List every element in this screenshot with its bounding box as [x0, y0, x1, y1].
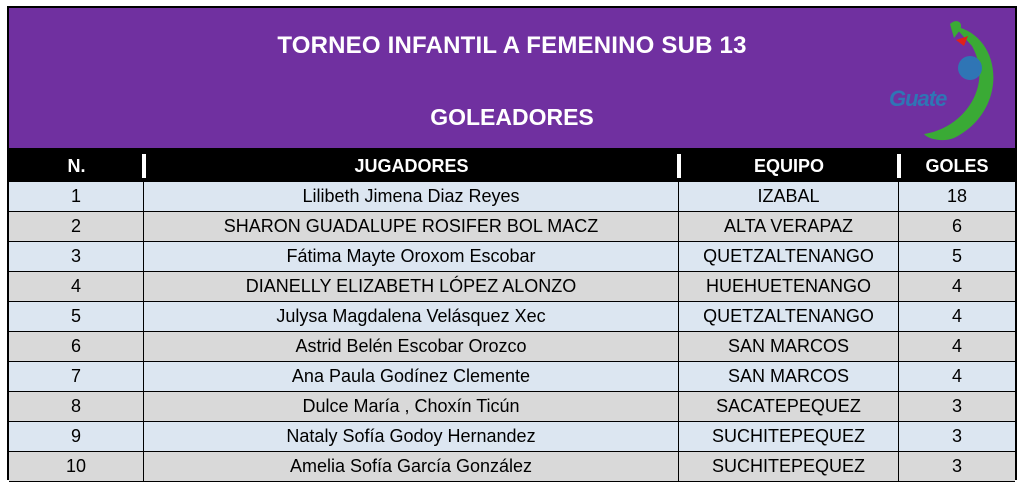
cell-player: Nataly Sofía Godoy Hernandez	[144, 422, 679, 452]
cell-player: Julysa Magdalena Velásquez Xec	[144, 302, 679, 332]
cell-team: QUETZALTENANGO	[679, 302, 899, 332]
cell-number: 2	[9, 212, 144, 242]
table-header	[9, 150, 1015, 182]
cell-goals: 4	[899, 302, 1015, 332]
table-row	[9, 212, 1015, 242]
cell-number: 6	[9, 332, 144, 362]
cell-number: 10	[9, 452, 144, 482]
cell-player: SHARON GUADALUPE ROSIFER BOL MACZ	[144, 212, 679, 242]
cell-number: 3	[9, 242, 144, 272]
cell-goals: 3	[899, 452, 1015, 482]
column-header-players: JUGADORES	[354, 155, 469, 176]
cell-team: SUCHITEPEQUEZ	[679, 422, 899, 452]
page-subtitle: GOLEADORES	[430, 104, 594, 130]
federation-logo	[884, 16, 1009, 144]
table-row	[9, 302, 1015, 332]
cell-goals: 3	[899, 392, 1015, 422]
cell-goals: 4	[899, 332, 1015, 362]
cell-player: Ana Paula Godínez Clemente	[144, 362, 679, 392]
cell-goals: 3	[899, 422, 1015, 452]
cell-player: Fátima Mayte Oroxom Escobar	[144, 242, 679, 272]
cell-team: IZABAL	[679, 182, 899, 212]
cell-team: SUCHITEPEQUEZ	[679, 452, 899, 482]
cell-goals: 4	[899, 362, 1015, 392]
cell-team: SAN MARCOS	[679, 362, 899, 392]
table-row	[9, 182, 1015, 212]
header-separator	[142, 154, 146, 178]
cell-goals: 5	[899, 242, 1015, 272]
cell-team: QUETZALTENANGO	[679, 242, 899, 272]
table-row	[9, 332, 1015, 362]
column-header-goals: GOLES	[925, 155, 989, 176]
cell-team: SAN MARCOS	[679, 332, 899, 362]
cell-number: 9	[9, 422, 144, 452]
cell-goals: 4	[899, 272, 1015, 302]
page-title: TORNEO INFANTIL A FEMENINO SUB 13	[277, 32, 747, 59]
logo-wordmark: Guate	[889, 86, 947, 111]
cell-player: Dulce María , Choxín Ticún	[144, 392, 679, 422]
table-row	[9, 392, 1015, 422]
table-row	[9, 242, 1015, 272]
cell-team: ALTA VERAPAZ	[679, 212, 899, 242]
table-row	[9, 422, 1015, 452]
table-row	[9, 362, 1015, 392]
column-header-team: EQUIPO	[753, 155, 824, 176]
header-separator	[897, 154, 901, 178]
cell-team: SACATEPEQUEZ	[679, 392, 899, 422]
cell-player: Astrid Belén Escobar Orozco	[144, 332, 679, 362]
cell-goals: 6	[899, 212, 1015, 242]
column-header-number: N.	[67, 155, 86, 176]
cell-goals: 18	[899, 182, 1015, 212]
cell-player: Lilibeth Jimena Diaz Reyes	[144, 182, 679, 212]
cell-player: DIANELLY ELIZABETH LÓPEZ ALONZO	[144, 272, 679, 302]
scoreboard-sheet	[7, 6, 1017, 480]
cell-number: 8	[9, 392, 144, 422]
cell-number: 7	[9, 362, 144, 392]
cell-number: 4	[9, 272, 144, 302]
table-row	[9, 452, 1015, 482]
cell-number: 1	[9, 182, 144, 212]
cell-player: Amelia Sofía García González	[144, 452, 679, 482]
cell-number: 5	[9, 302, 144, 332]
table-row	[9, 272, 1015, 302]
header-banner	[9, 8, 1015, 150]
cell-team: HUEHUETENANGO	[679, 272, 899, 302]
header-separator	[677, 154, 681, 178]
